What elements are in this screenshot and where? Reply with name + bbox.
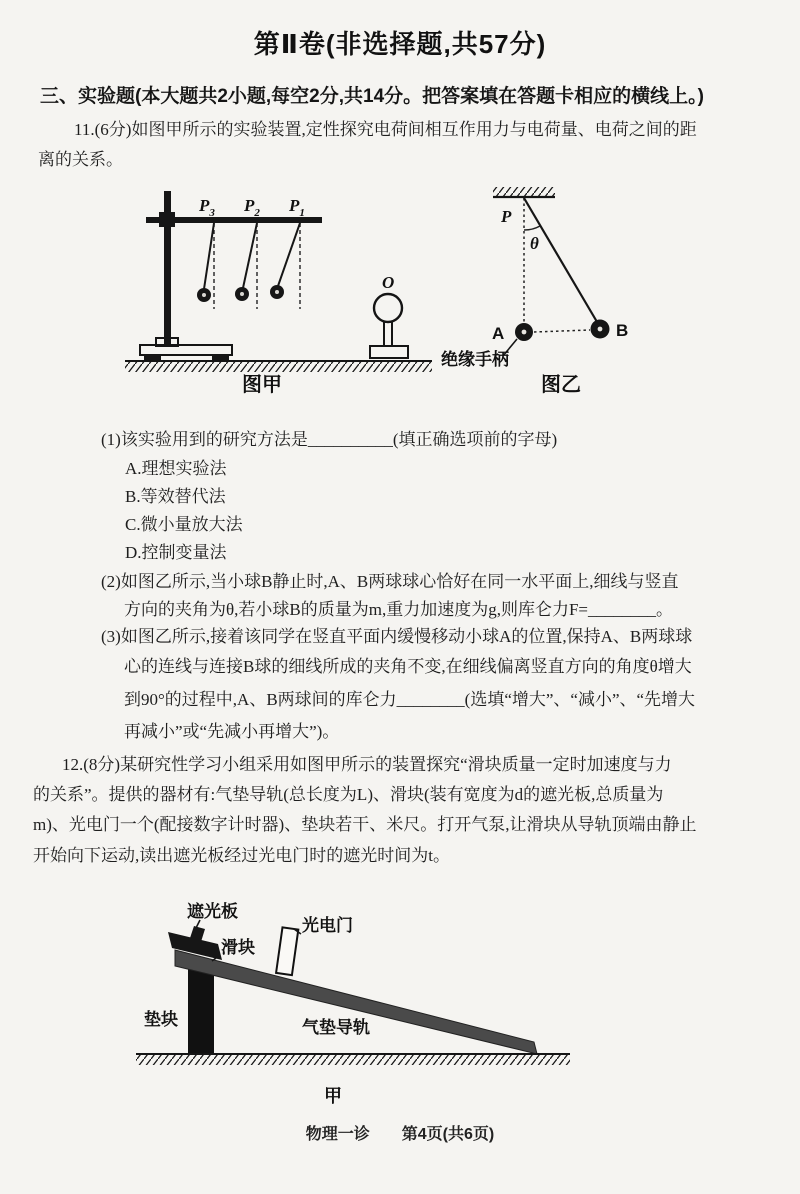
pendulum-p3-ball-highlight <box>202 293 206 297</box>
figure-yi-caption: 图乙 <box>541 374 581 396</box>
pendulum-p2-string <box>243 223 257 288</box>
q11-part3-line-2: 心的连线与连接B球的细线所成的夹角不变,在细线偏离竖直方向的角度θ增大 <box>124 657 692 676</box>
light-shield-label: 遮光板 <box>187 902 238 921</box>
pendulum-label-p2: $P_2$ <box>244 196 260 219</box>
pad-label: 垫块 <box>144 1010 178 1029</box>
q12-line-1: 12.(8分)某研究性学习小组采用如图甲所示的装置探究“滑块质量一定时加速度与力 <box>62 755 672 774</box>
ground-hatch-jia <box>125 362 432 372</box>
ball-b-center <box>598 327 603 332</box>
sphere-o-label: O <box>382 273 395 292</box>
string-pb <box>524 198 600 327</box>
ceiling-hatch-yi <box>493 187 555 197</box>
q11-option-c: C.微小量放大法 <box>125 515 243 534</box>
light-shield-pointer <box>196 920 200 928</box>
pendulum-p1-ball-highlight <box>275 290 279 294</box>
ball-a-label: A <box>492 324 505 343</box>
figure-track-diagram <box>136 901 570 1106</box>
pad-block <box>188 968 214 1054</box>
insulating-handle-label: 绝缘手柄 <box>441 350 509 369</box>
q11-option-d: D.控制变量法 <box>125 543 227 562</box>
q11-part1: (1)该实验用到的研究方法是__________(填正确选项前的字母) <box>101 430 558 449</box>
page-title: 第Ⅱ卷(非选择题,共57分) <box>253 29 547 59</box>
stand-foot-left <box>144 355 161 360</box>
pendulum-label-p3: $P_3$ <box>199 196 215 219</box>
photogate-label: 光电门 <box>302 916 353 935</box>
q11-figures <box>100 175 770 405</box>
ab-dashed-line <box>534 330 590 332</box>
figure-jia-caption: 图甲 <box>242 374 282 396</box>
air-track <box>175 950 537 1054</box>
page-footer: 物理一诊 第4页(共6页) <box>305 1126 495 1143</box>
photogate <box>276 927 298 975</box>
figure-track-caption: 甲 <box>324 1086 342 1106</box>
air-track-label: 气垫导轨 <box>302 1018 370 1037</box>
q11-part3-line-4: 再减小”或“先减小再增大”)。 <box>124 722 340 741</box>
q12-figure <box>130 888 590 1113</box>
slider-label: 滑块 <box>221 938 255 957</box>
q11-part3-line-3: 到90°的过程中,A、B两球间的库仑力________(选填“增大”、“减小”、“先增大 <box>124 690 696 709</box>
q11-intro-line-2: 离的关系。 <box>38 150 123 169</box>
ball-a-center <box>522 330 527 335</box>
pendulum-p2-ball-highlight <box>240 292 244 296</box>
sphere-o <box>374 294 402 322</box>
pendulum-p3-string <box>204 223 214 289</box>
theta-label: θ <box>530 234 539 253</box>
figure-jia-diagram <box>125 191 432 396</box>
stand-bar <box>146 217 322 223</box>
q11-part2-line-2: 方向的夹角为θ,若小球B的质量为m,重力加速度为g,则库仑力F=________。 <box>124 600 673 619</box>
q11-part2-line-1: (2)如图乙所示,当小球B静止时,A、B两球球心恰好在同一水平面上,细线与竖直 <box>101 572 679 591</box>
figure-yi-diagram <box>441 187 628 396</box>
theta-arc <box>524 226 540 230</box>
stand-base <box>140 345 232 355</box>
q12-line-2: 的关系”。提供的器材有:气垫导轨(总长度为L)、滑块(装有宽度为d的遮光板,总质量为 <box>33 785 664 804</box>
q11-option-b: B.等效替代法 <box>125 487 226 506</box>
ball-b-label: B <box>616 321 629 340</box>
q11-intro-line-1: 11.(6分)如图甲所示的实验装置,定性探究电荷间相互作用力与电荷量、电荷之间的距 <box>74 120 697 139</box>
pendulum-label-p1: $P_1$ <box>289 196 305 219</box>
q11-part3-line-1: (3)如图乙所示,接着该同学在竖直平面内缓慢移动小球A的位置,保持A、B两球球 <box>101 627 693 646</box>
ground-hatch-track <box>136 1055 570 1065</box>
q12-line-3: m)、光电门一个(配接数字计时器)、垫块若干、米尺。打开气泵,让滑块从导轨顶端由静止 <box>33 815 697 834</box>
section-heading: 三、实验题(本大题共2小题,每空2分,共14分。把答案填在答题卡相应的横线上。) <box>40 86 704 107</box>
sphere-o-stem <box>384 322 392 346</box>
point-p-label: P <box>501 207 512 226</box>
stand-foot-right <box>212 355 229 360</box>
q12-line-4: 开始向下运动,读出遮光板经过光电门时的遮光时间为t。 <box>33 846 450 865</box>
sphere-o-base <box>370 346 408 358</box>
pendulum-p1-string <box>278 223 300 286</box>
q11-option-a: A.理想实验法 <box>125 459 227 478</box>
